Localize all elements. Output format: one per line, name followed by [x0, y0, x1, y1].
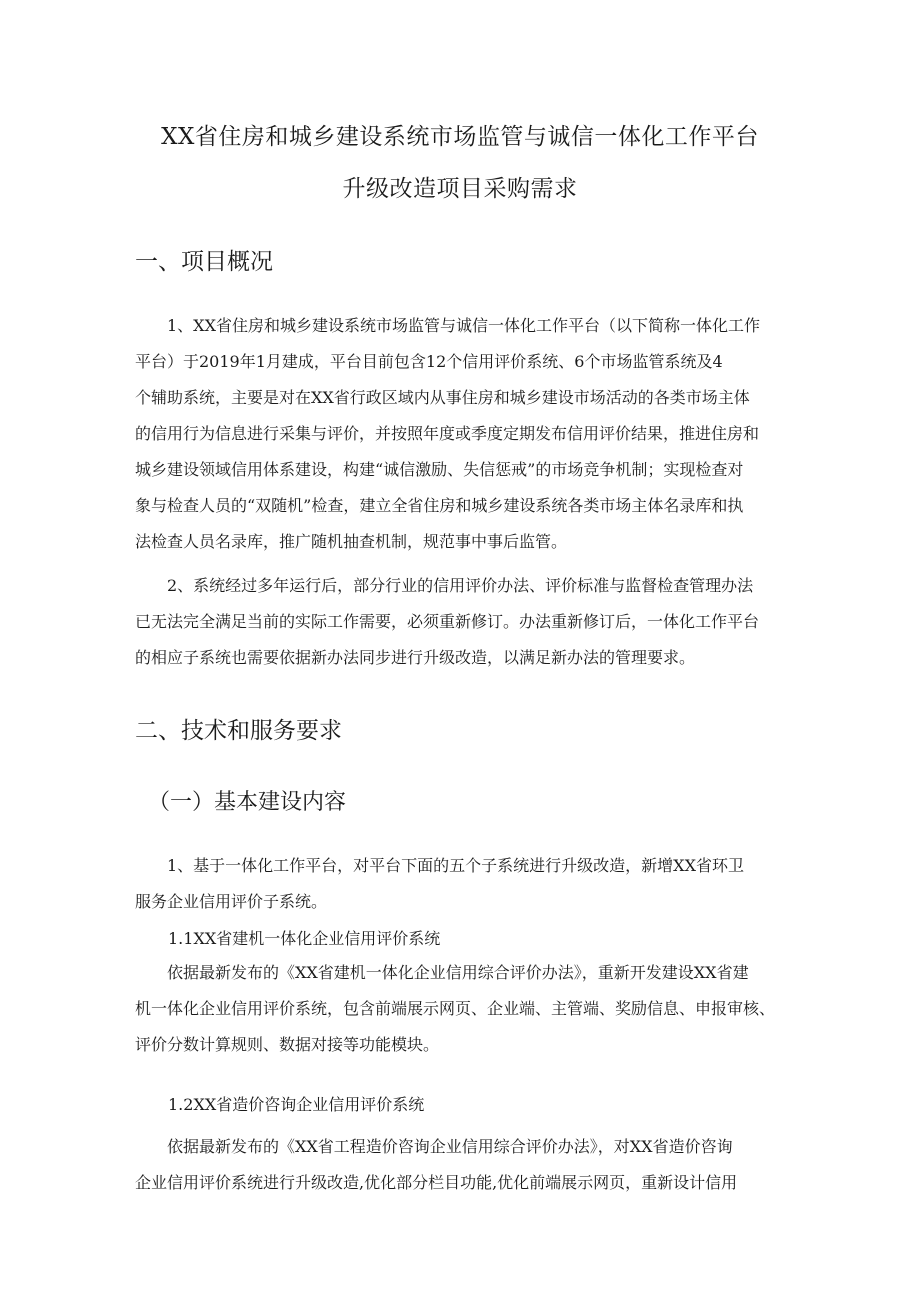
text-line: 服务企业信用评价子系统。 [135, 892, 328, 911]
text-line: 评价分数计算规则、数据对接等功能模块。 [135, 1035, 440, 1054]
text-line: 的相应子系统也需要依据新办法同步进行升级改造，以满足新办法的管理要求。 [135, 648, 696, 667]
text-line: 企业信用评价系统进行升级改造,优化部分栏目功能,优化前端展示网页，重新设计信用 [135, 1173, 738, 1192]
text-line: 象与检查人员的“双随机”检查，建立全省住房和城乡建设系统各类市场主体名录库和执 [135, 496, 744, 515]
text-line: 城乡建设领域信用体系建设，构建“诚信激励、失信惩戒”的市场竞争机制；实现检查对 [135, 460, 744, 479]
overview-paragraph-2 [135, 568, 787, 676]
document-title-line-1: XX省住房和城乡建设系统市场监管与诚信一体化工作平台 [161, 124, 759, 150]
item-1-2-heading: 1.2XX省造价咨询企业信用评价系统 [168, 1095, 425, 1114]
text-line: 1、基于一体化工作平台，对平台下面的五个子系统进行升级改造，新增XX省环卫 [167, 856, 744, 875]
text-line: 1、XX省住房和城乡建设系统市场监管与诚信一体化工作平台（以下简称一体化工作 [167, 316, 760, 335]
text-line: 法检查人员名录库，推广随机抽查机制，规范事中事后监管。 [135, 532, 568, 551]
text-line: 依据最新发布的《XX省建机一体化企业信用综合评价办法》，重新开发建设XX省建 [167, 963, 749, 982]
text-line: 已无法完全满足当前的实际工作需要，必须重新修订。办法重新修订后，一体化工作平台 [135, 612, 760, 631]
section-heading-project-overview: 一、项目概况 [135, 249, 273, 275]
text-line: 个辅助系统，主要是对在XX省行政区域内从事住房和城乡建设市场活动的各类市场主体 [135, 388, 750, 407]
text-line: 平台）于2019年1月建成，平台目前包含12个信用评价系统、6个市场监管系统及4 [135, 352, 723, 371]
item-1-1-body [135, 955, 787, 1063]
text-line: 的信用行为信息进行采集与评价，并按照年度或季度定期发布信用评价结果，推进住房和 [135, 424, 760, 443]
text-line: 2、系统经过多年运行后，部分行业的信用评价办法、评价标准与监督检查管理办法 [167, 576, 754, 595]
text-line: 依据最新发布的《XX省工程造价咨询企业信用综合评价办法》，对XX省造价咨询 [167, 1137, 733, 1156]
text-line: 机一体化企业信用评价系统，包含前端展示网页、企业端、主管端、奖励信息、申报审核、 [135, 999, 776, 1018]
basic-content-paragraph [135, 848, 787, 920]
item-1-1-heading: 1.1XX省建机一体化企业信用评价系统 [168, 929, 441, 948]
item-1-2-body [135, 1129, 787, 1201]
overview-paragraph-1 [135, 308, 787, 560]
document-title-line-2: 升级改造项目采购需求 [342, 176, 578, 202]
subsection-heading-basic-content: （一）基本建设内容 [148, 790, 347, 815]
section-heading-technical-requirements: 二、技术和服务要求 [135, 718, 342, 744]
